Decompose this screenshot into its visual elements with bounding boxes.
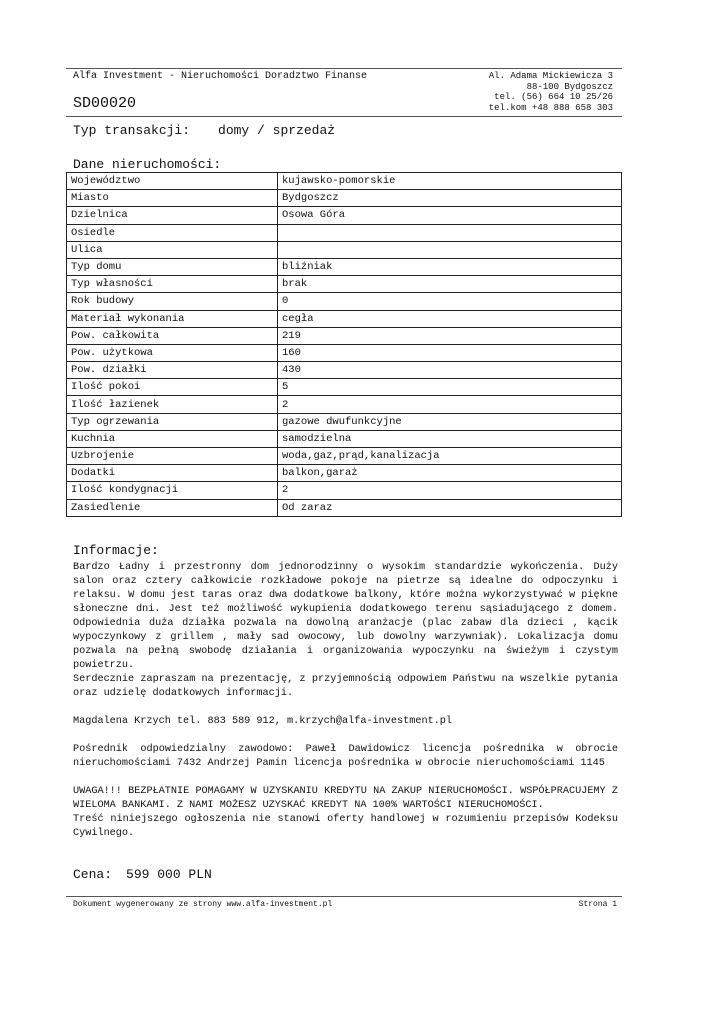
property-row bbox=[67, 362, 622, 379]
property-label: Ilość pokoi bbox=[67, 379, 278, 396]
property-value: 5 bbox=[278, 379, 622, 396]
property-value: cegła bbox=[278, 310, 622, 327]
property-row bbox=[67, 327, 622, 344]
property-value: 430 bbox=[278, 362, 622, 379]
property-value bbox=[278, 224, 622, 241]
property-label: Materiał wykonania bbox=[67, 310, 278, 327]
property-value: 2 bbox=[278, 396, 622, 413]
company-name: Alfa Investment - Nieruchomości Doradztwo Finanse bbox=[73, 71, 368, 82]
property-label: Ulica bbox=[67, 241, 278, 258]
property-row bbox=[67, 190, 622, 207]
property-value: balkon,garaż bbox=[278, 465, 622, 482]
info-heading: Informacje: bbox=[73, 543, 159, 558]
offer-id: SD00020 bbox=[73, 95, 137, 112]
property-value: brak bbox=[278, 276, 622, 293]
info-invitation: Serdecznie zapraszam na prezentację, z przyjemnością odpowiem Państwu na wszelkie pytania oraz udzielę dodatkowych informacji. bbox=[73, 674, 618, 699]
property-label: Rok budowy bbox=[67, 293, 278, 310]
property-label: Dzielnica bbox=[67, 207, 278, 224]
broker-info: Pośrednik odpowiedzialny zawodowo: Paweł Dawidowicz licencja pośrednika w obrocie nieruchomościami 7432 Andrzej Pamin licencja pośrednika w obrocie nieruchomościami 1145 bbox=[73, 744, 618, 769]
property-label: Uzbrojenie bbox=[67, 448, 278, 465]
transaction-label: Typ transakcji: bbox=[73, 123, 191, 138]
property-value: 2 bbox=[278, 482, 622, 499]
property-label: Typ domu bbox=[67, 258, 278, 275]
property-row bbox=[67, 430, 622, 447]
address-line-mobile: tel.kom +48 888 658 303 bbox=[488, 102, 613, 113]
property-row bbox=[67, 379, 622, 396]
property-row bbox=[67, 448, 622, 465]
footer-generated-note: Dokument wygenerowany ze strony www.alfa-investment.pl bbox=[73, 900, 333, 909]
property-row bbox=[67, 293, 622, 310]
property-row bbox=[67, 344, 622, 361]
property-row bbox=[67, 482, 622, 499]
info-text bbox=[73, 561, 618, 841]
property-label: Osiedle bbox=[67, 224, 278, 241]
property-row bbox=[67, 396, 622, 413]
property-heading: Dane nieruchomości: bbox=[73, 157, 222, 172]
price-value: 599 000 PLN bbox=[126, 867, 212, 882]
property-value: 0 bbox=[278, 293, 622, 310]
property-value: bliźniak bbox=[278, 258, 622, 275]
property-label: Ilość kondygnacji bbox=[67, 482, 278, 499]
property-value: Bydgoszcz bbox=[278, 190, 622, 207]
property-label: Ilość łazienek bbox=[67, 396, 278, 413]
property-value: 160 bbox=[278, 344, 622, 361]
agent-contact: Magdalena Krzych tel. 883 589 912, m.krzych@alfa-investment.pl bbox=[73, 716, 453, 727]
transaction-value: domy / sprzedaż bbox=[218, 123, 336, 138]
price-label: Cena: bbox=[73, 867, 113, 882]
legal-disclaimer: Treść niniejszego ogłoszenia nie stanowi oferty handlowej w rozumieniu przepisów Kodeksu Cywilnego. bbox=[73, 814, 618, 839]
property-label: Pow. działki bbox=[67, 362, 278, 379]
property-label: Pow. całkowita bbox=[67, 327, 278, 344]
property-row bbox=[67, 224, 622, 241]
property-value: woda,gaz,prąd,kanalizacja bbox=[278, 448, 622, 465]
property-label: Województwo bbox=[67, 173, 278, 190]
footer-page-number: Strona 1 bbox=[578, 900, 617, 909]
company-address bbox=[489, 71, 613, 113]
property-value: samodzielna bbox=[278, 430, 622, 447]
footer-divider bbox=[66, 896, 622, 897]
credit-notice: UWAGA!!! BEZPŁATNIE POMAGAMY W UZYSKANIU KREDYTU NA ZAKUP NIERUCHOMOŚCI. WSPÓŁPRACUJEMY Z WIELOMA BANKAMI. Z NAMI MOŻESZ UZYSKAĆ KREDYT NA 100% WARTOŚCI NIERUCHOMOŚCI. bbox=[73, 786, 618, 811]
property-row bbox=[67, 465, 622, 482]
transaction-type bbox=[73, 123, 335, 138]
property-row bbox=[67, 276, 622, 293]
property-value: Od zaraz bbox=[278, 499, 622, 516]
info-description: Bardzo Ładny i przestronny dom jednorodzinny o wysokim standardzie wykończenia. Duży salon oraz cztery całkowicie rozkładowe pokoje na pietrze są idealne do odpoczynku i relaksu. W domu jest taras oraz dwa dodatkowe balkony, które można wykorzystywać w piękne słoneczne dni. Jest też możliwość wykupienia dodatkowego terenu sąsiadującego z domem. Odpowiednia duża działka pozwala na dowolną aranżacje (plac zabaw dla dzieci , kącik wypoczynkowy z grillem , mały sad owocowy, lub dowolny warzywniak). Lokalizacja domu pozwala na pełną swobodę działania i organizowania wypoczynku na świeżym i czystym powietrzu. bbox=[73, 562, 618, 671]
address-line-street: Al. Adama Mickiewicza 3 bbox=[488, 71, 613, 81]
header-bottom-divider bbox=[66, 116, 622, 117]
property-table bbox=[66, 172, 622, 517]
property-label: Dodatki bbox=[67, 465, 278, 482]
property-value: 219 bbox=[278, 327, 622, 344]
property-row bbox=[67, 241, 622, 258]
address-line-city: 88-100 Bydgoszcz bbox=[526, 81, 613, 92]
property-label: Typ własności bbox=[67, 276, 278, 293]
header-top-divider bbox=[66, 68, 622, 69]
property-row bbox=[67, 310, 622, 327]
property-label: Pow. użytkowa bbox=[67, 344, 278, 361]
property-label: Kuchnia bbox=[67, 430, 278, 447]
property-label: Miasto bbox=[67, 190, 278, 207]
property-value: gazowe dwufunkcyjne bbox=[278, 413, 622, 430]
property-value: Osowa Góra bbox=[278, 207, 622, 224]
property-label: Zasiedlenie bbox=[67, 499, 278, 516]
property-row bbox=[67, 499, 622, 516]
property-row bbox=[67, 173, 622, 190]
property-value bbox=[278, 241, 622, 258]
property-value: kujawsko-pomorskie bbox=[278, 173, 622, 190]
address-line-phone: tel. (56) 664 10 25/26 bbox=[494, 92, 613, 102]
property-row bbox=[67, 258, 622, 275]
property-row bbox=[67, 413, 622, 430]
price bbox=[73, 867, 212, 882]
property-label: Typ ogrzewania bbox=[67, 413, 278, 430]
property-row bbox=[67, 207, 622, 224]
